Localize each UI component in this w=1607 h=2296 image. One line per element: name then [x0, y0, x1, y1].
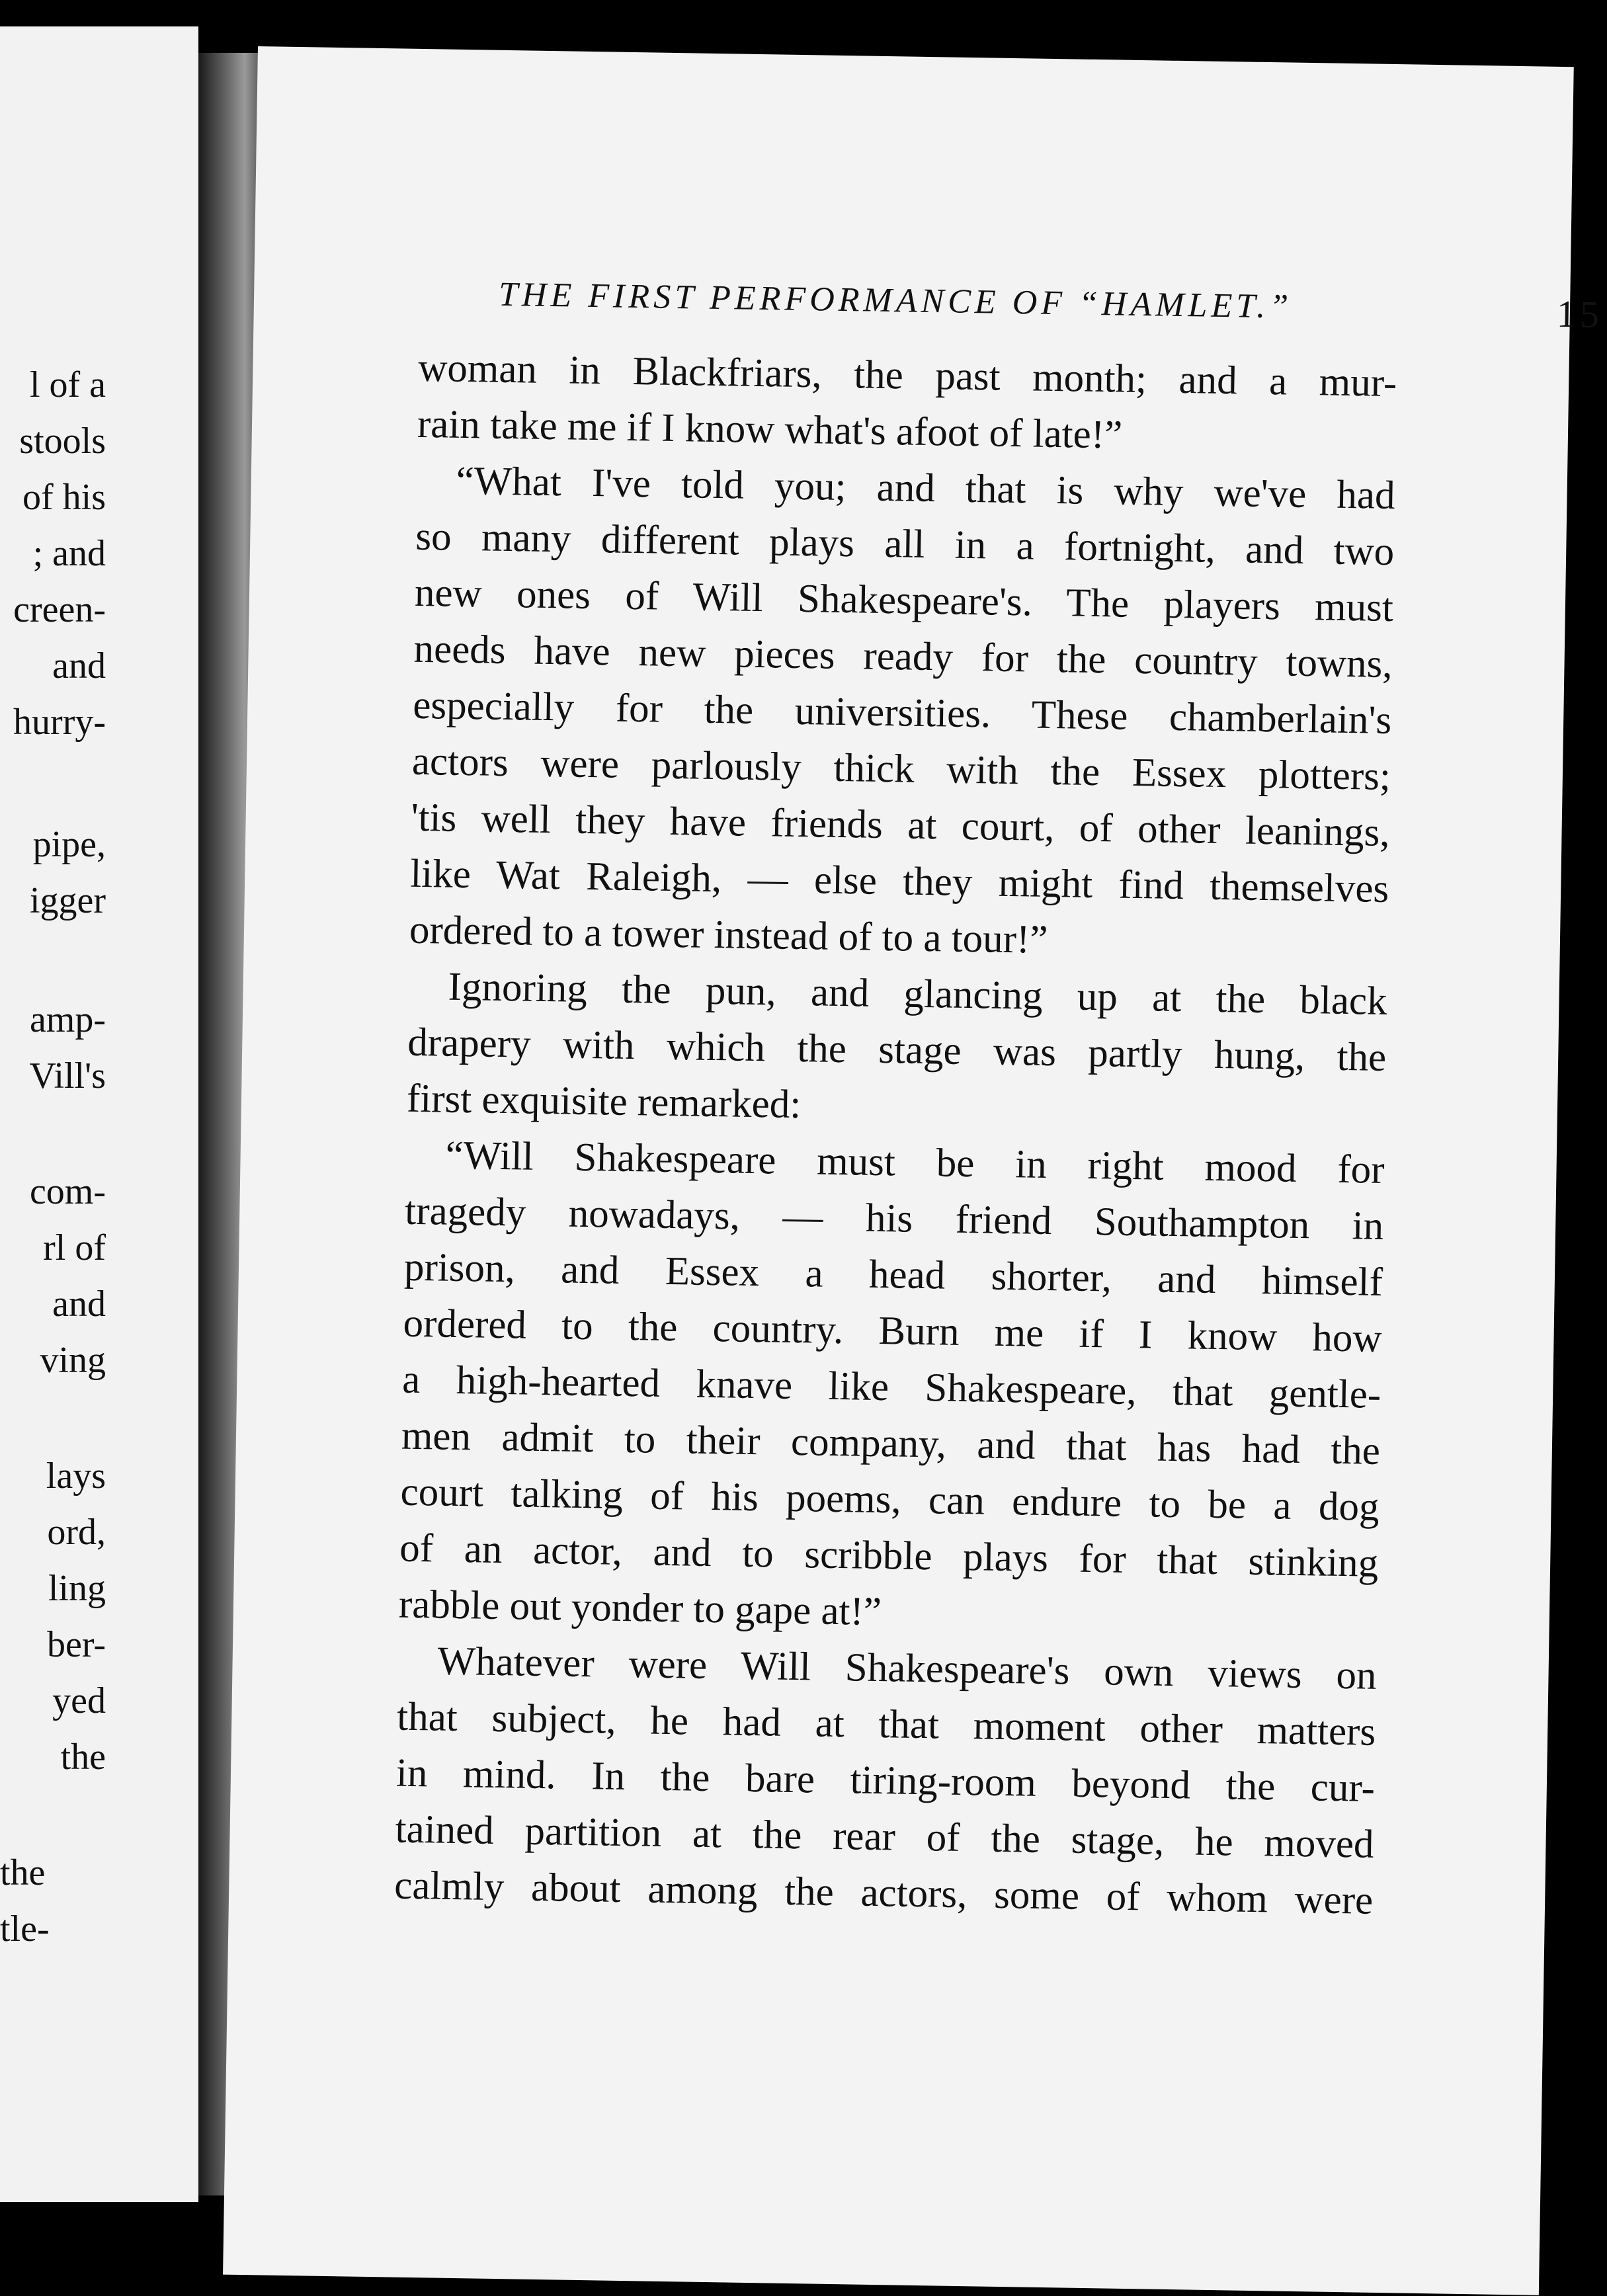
- text-line: so many different plays all in a fortnight, and two: [415, 514, 1395, 575]
- previous-page: [0, 26, 198, 2202]
- text-line: Ignoring the pun, and glancing up at the black: [448, 964, 1388, 1024]
- text-line: of an actor, and to scribble plays for that stinking: [399, 1526, 1379, 1586]
- text-line: especially for the universities. These chamberlain's: [412, 682, 1392, 743]
- text-line: “Will Shakespeare must be in right mood for: [445, 1133, 1385, 1192]
- text-line: “What I've told you; and that is why we've had: [456, 458, 1396, 518]
- left-page-fragment: creen-: [13, 589, 106, 630]
- left-page-fragment: Vill's: [29, 1055, 106, 1096]
- left-page-fragment: hurry-: [13, 702, 106, 743]
- text-line: woman in Blackfriars, the past month; and a mur-: [417, 345, 1397, 406]
- text-line: like Wat Raleigh, — else they might find themselves: [409, 851, 1389, 912]
- left-page-fragment: ber-: [46, 1624, 106, 1665]
- text-line: needs have new pieces ready for the country towns,: [413, 626, 1393, 687]
- left-page-fragment: amp-: [29, 999, 106, 1040]
- left-page-fragment: ; and: [32, 533, 106, 574]
- text-line: Whatever were Will Shakespeare's own views on: [437, 1639, 1378, 1698]
- text-line: first exquisite remarked:: [406, 1076, 802, 1128]
- left-page-fragment: pipe,: [32, 824, 106, 865]
- left-page-fragment: tle-: [0, 1908, 50, 1949]
- left-page-fragment: ving: [40, 1340, 106, 1381]
- left-page-fragment: the: [0, 1852, 46, 1893]
- left-page-fragment: ling: [48, 1568, 106, 1609]
- left-page-fragment: igger: [29, 880, 106, 921]
- left-page-fragment: lays: [46, 1456, 106, 1496]
- left-page-fragment: com-: [29, 1171, 106, 1212]
- text-line: actors were parlously thick with the Essex plotters;: [411, 739, 1391, 800]
- left-page-fragment: l of a: [29, 364, 106, 405]
- text-line: tained partition at the rear of the stage, he moved: [395, 1807, 1375, 1867]
- text-line: rabble out yonder to gape at!”: [398, 1582, 882, 1635]
- text-line: calmly about among the actors, some of whom were: [393, 1863, 1374, 1923]
- left-page-fragment: stools: [19, 421, 106, 462]
- left-page-fragment: and: [52, 645, 106, 686]
- text-line: rain take me if I know what's afoot of late!”: [417, 401, 1123, 458]
- text-line: that subject, he had at that moment other matters: [396, 1694, 1376, 1754]
- left-page-fragment: the: [60, 1737, 106, 1778]
- running-head: [498, 275, 1604, 336]
- page-number: 15: [1556, 292, 1604, 336]
- text-line: in mind. In the bare tiring-room beyond the cur-: [395, 1750, 1376, 1811]
- text-line: new ones of Will Shakespeare's. The players must: [414, 570, 1394, 631]
- text-line: ordered to the country. Burn me if I know how: [403, 1301, 1383, 1361]
- left-page-fragment: of his: [22, 477, 106, 518]
- left-page-fragment: yed: [52, 1680, 106, 1721]
- left-page-fragment: rl of: [43, 1227, 106, 1268]
- text-line: 'tis well they have friends at court, of other leanings,: [411, 795, 1391, 856]
- book-page: [223, 46, 1604, 2295]
- left-page-fragment: ord,: [47, 1512, 106, 1553]
- text-line: a high-hearted knave like Shakespeare, that gentle-: [401, 1357, 1381, 1417]
- body-text: [394, 340, 1397, 1929]
- text-line: ordered to a tower instead of to a tour!”: [409, 907, 1048, 962]
- text-line: men admit to their company, and that has had the: [401, 1413, 1381, 1473]
- text-line: court talking of his poems, can endure to be a dog: [400, 1469, 1380, 1530]
- text-line: prison, and Essex a head shorter, and himself: [403, 1245, 1383, 1305]
- left-page-fragment: and: [52, 1284, 106, 1325]
- running-head-title: THE FIRST PERFORMANCE OF “HAMLET.”: [498, 275, 1293, 326]
- text-line: drapery with which the stage was partly hung, the: [407, 1020, 1387, 1080]
- text-line: tragedy nowadays, — his friend Southampton in: [404, 1188, 1384, 1249]
